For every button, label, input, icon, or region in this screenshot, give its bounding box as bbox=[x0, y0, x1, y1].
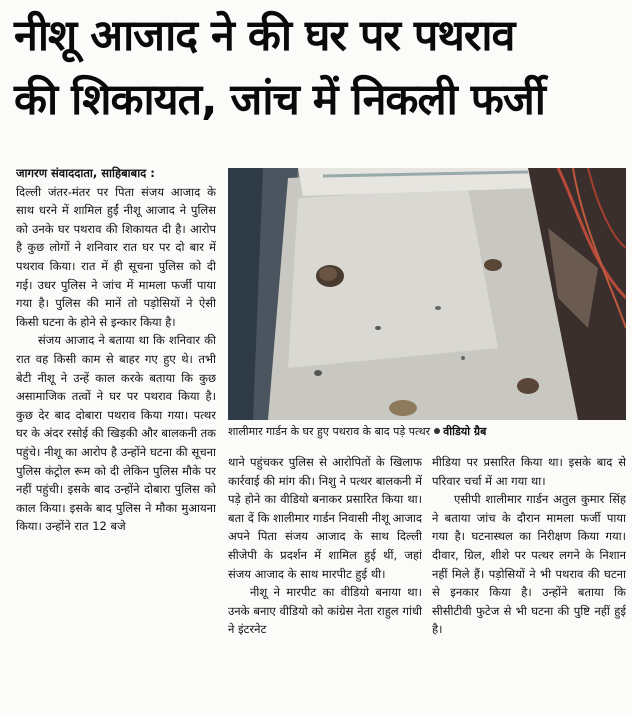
caption-text: शालीमार गार्डन के घर हुए पथराव के बाद पड़े पत्थर bbox=[228, 425, 431, 438]
headline bbox=[14, 6, 624, 134]
byline: जागरण संवाददाता, साहिबाबाद : bbox=[16, 166, 155, 180]
stones-on-balcony-image bbox=[228, 168, 626, 420]
paragraph: संजय आजाद ने बताया था कि शनिवार की रात वह किसी काम से बाहर गए हुए थे। तभी बेटी नीशू ने उन्हें काल करके बताया कि कुछ असामाजिक तत्वों ने घर पर पथराव किया है। कुछ देर बाद दोबारा पथराव किया गया। पत्थर घर के अंदर रसोई की खिड़की और बालकनी तक पहुंचे। नीशू का आरोप है उन्होंने घटना की सूचना पुलिस कंट्रोल रूम को दी लेकिन पुलिस मौके पर नहीं पहुंची। इसके बाद उन्होंने दोबारा पुलिस को काल किया। इसके बाद पुलिस ने मौका मुआयना किया। उन्होंने रात 12 बजे bbox=[16, 333, 216, 534]
paragraph: दिल्ली जंतर-मंतर पर पिता संजय आजाद के साथ धरने में शामिल हुईं नीशू आजाद ने पुलिस को उनके घर पथराव की शिकायत दी है। आरोप है कुछ लोगों ने शनिवार रात घर पर दो बार में पथराव किया। रात में ही सूचना पुलिस को दी गई। उधर पुलिस ने जांच में मामला फर्जी पाया गया है। पुलिस की मानें तो पड़ोसियों ने ऐसी किसी घटना के होने से इन्कार किया है। bbox=[16, 184, 216, 329]
news-photo bbox=[228, 168, 626, 420]
photo-credit: वीडियो ग्रैब bbox=[443, 425, 487, 438]
paragraph: मीडिया पर प्रसारित किया था। इसके बाद से परिवार चर्चा में आ गया था। bbox=[432, 455, 626, 488]
paragraph: नीशू ने मारपीट का वीडियो बनाया था। उनके बनाए वीडियो को कांग्रेस नेता राहुल गांधी ने इंटरनेट bbox=[228, 585, 422, 637]
photo-caption bbox=[228, 424, 626, 440]
headline-line-1: नीशू आजाद ने की घर पर पथराव bbox=[14, 11, 515, 61]
article-column-3 bbox=[432, 453, 626, 708]
headline-line-2: की शिकायत, जांच में निकली फर्जी bbox=[14, 75, 545, 125]
paragraph: थाने पहुंचकर पुलिस से आरोपितों के खिलाफ कार्रवाई की मांग की। निशु ने पत्थर बालकनी में पड़े होने का वीडियो बनाकर प्रसारित किया था। बता दें कि शालीमार गार्डन निवासी नीशू आजाद अपने पिता संजय आजाद के साथ दिल्ली सीजेपी के प्रदर्शन में शामिल हुई थीं, जहां संजय आजाद के साथ मारपीट हुई थी। bbox=[228, 455, 422, 581]
paragraph: एसीपी शालीमार गार्डन अतुल कुमार सिंह ने बताया जांच के दौरान मामला फर्जी पाया गया है। घटनास्थल का निरीक्षण किया गया। दीवार, ग्रिल, शीशे पर पत्थर लगने के निशान नहीं मिले हैं। पड़ोसियों ने भी पथराव की घटना से इनकार किया है। उन्होंने बताया कि सीसीटीवी फुटेज से भी घटना की पुष्टि नहीं हुई है। bbox=[432, 492, 626, 637]
bullet-icon bbox=[434, 428, 440, 434]
article-column-1 bbox=[16, 164, 216, 709]
article-column-2 bbox=[228, 453, 422, 708]
